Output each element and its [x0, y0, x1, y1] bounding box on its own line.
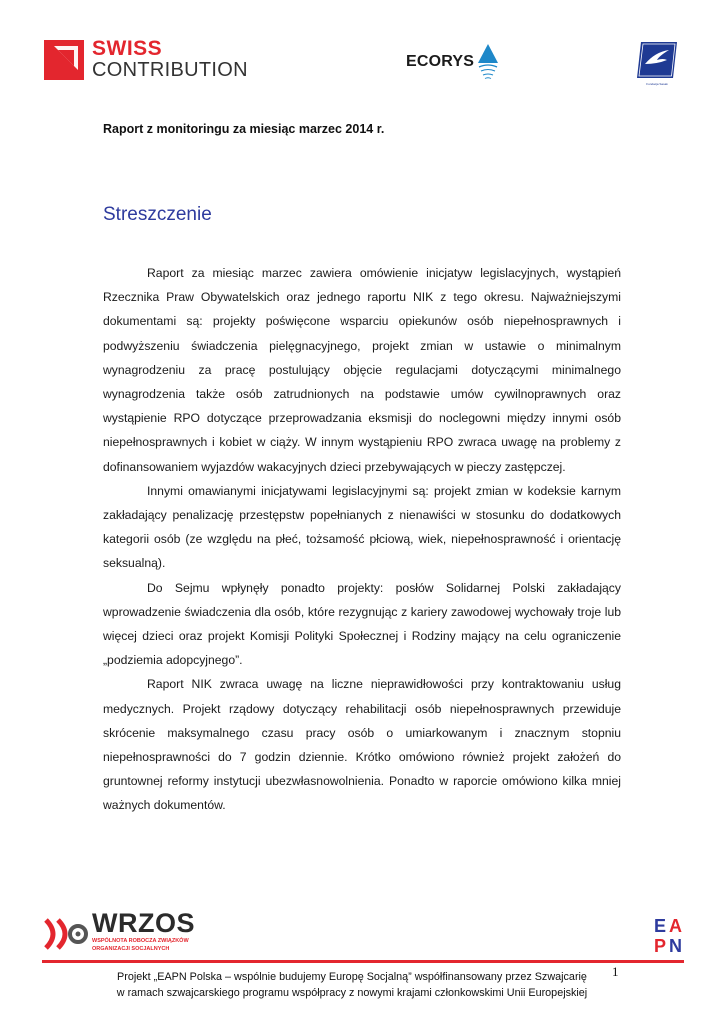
report-title: Raport z monitoringu za miesiąc marzec 2014 r.	[103, 122, 385, 136]
section-heading: Streszczenie	[103, 204, 212, 225]
eapn-logo	[652, 912, 688, 956]
wrzos-symbol-icon	[42, 914, 90, 954]
footer-line-2: w ramach szwajcarskiego programu współpracy z nowymi krajami członkowskimi Unii Europejskiej	[116, 986, 588, 999]
svg-text:P: P	[654, 936, 667, 956]
bird-icon	[635, 40, 679, 80]
wrzos-name: WRZOS	[92, 908, 195, 938]
footer-text	[92, 970, 612, 1001]
paragraph-4: Raport NIK zwraca uwagę na liczne nieprawidłowości przy kontraktowaniu usług medycznych. Projekt rządowy dotyczący rehabilitacji osób niepełnosprawnych przewiduje skrócenie maksymalnego czasu pracy osób o umiarkowanym i znacznym stopniu niepełnosprawności do 7 godzin dziennie. Krótko omówiono również projekt założeń do gruntownej reformy instytucji ubezwłasnowolnienia. Ponadto w raporcie omówiono kilka mniej ważnych dokumentów.	[103, 677, 621, 813]
ecorys-logo-text: ECORYS	[406, 53, 475, 70]
swiss-logo-line2: CONTRIBUTION	[92, 59, 248, 81]
svg-text:A: A	[669, 916, 682, 936]
foundation-bird-logo	[635, 40, 679, 80]
ecorys-logo	[406, 42, 499, 82]
swiss-cross-icon	[44, 40, 84, 80]
wrzos-subtitle-1: WSPÓLNOTA ROBOCZA ZWIĄZKÓW	[92, 938, 189, 944]
swiss-contribution-logo-mark	[44, 40, 84, 80]
ecorys-triangle-icon	[477, 43, 499, 81]
paragraph-1: Raport za miesiąc marzec zawiera omówienie inicjatyw legislacyjnych, wystąpień Rzecznika Praw Obywatelskich oraz jednego raportu NIK z tego okresu. Najważniejszymi dokumentami są: projekty poświęcone wsparciu opiekunów osób niepełnosprawnych i podwyższeniu świadczenia pielęgnacyjnego, projekt zmian w ustawie o minimalnym wynagrodzeniu za pracę postulujący objęcie regulacjami dotyczącymi minimalnego wynagrodzenia także osób zatrudnionych na podstawie umów cywilnoprawnych oraz wystąpienie RPO dotyczące przeprowadzania eksmisji do noclegowni między innymi osób niepełnosprawnych i kobiet w ciąży. W innym wystąpieniu RPO zwraca uwagę na problemy z dofinansowaniem wyjazdów wakacyjnych dzieci przebywających w pieczy zastępczej.	[103, 266, 621, 474]
paragraph-3: Do Sejmu wpłynęły ponadto projekty: posłów Solidarnej Polski zakładający wprowadzenie świadczenia dla osób, które rezygnując z kariery zawodowej wychowały troje lub więcej dzieci oraz projekt Komisji Polityki Społecznej i Rodziny mający na celu ograniczenie „podziemia adopcyjnego”.	[103, 580, 621, 668]
wrzos-logo-mark	[42, 914, 90, 954]
summary-body	[103, 261, 621, 818]
footer-line-1: Projekt „EAPN Polska – wspólnie budujemy Europę Socjalną” współfinansowany przez Szwajcarię	[117, 971, 587, 983]
eapn-icon	[652, 912, 688, 956]
wrzos-logo-text	[92, 910, 195, 953]
swiss-logo-line1: SWISS	[92, 37, 163, 60]
page-number: 1	[612, 964, 619, 979]
swiss-contribution-logo-text	[92, 38, 248, 80]
footer-divider	[42, 960, 684, 963]
svg-text:E: E	[654, 916, 667, 936]
wrzos-subtitle-2: ORGANIZACJI SOCJALNYCH	[92, 946, 170, 952]
bird-logo-caption: Fundacja Sasak	[646, 82, 668, 86]
svg-text:N: N	[669, 936, 682, 956]
paragraph-2: Innymi omawianymi inicjatywami legislacyjnymi są: projekt zmian w kodeksie karnym zakładający penalizację przestępstw popełnianych z nienawiści w stosunku do dodatkowych kategorii osób (ze względu na płeć, tożsamość płciową, wiek, niepełnosprawność i orientację seksualną).	[103, 483, 621, 571]
